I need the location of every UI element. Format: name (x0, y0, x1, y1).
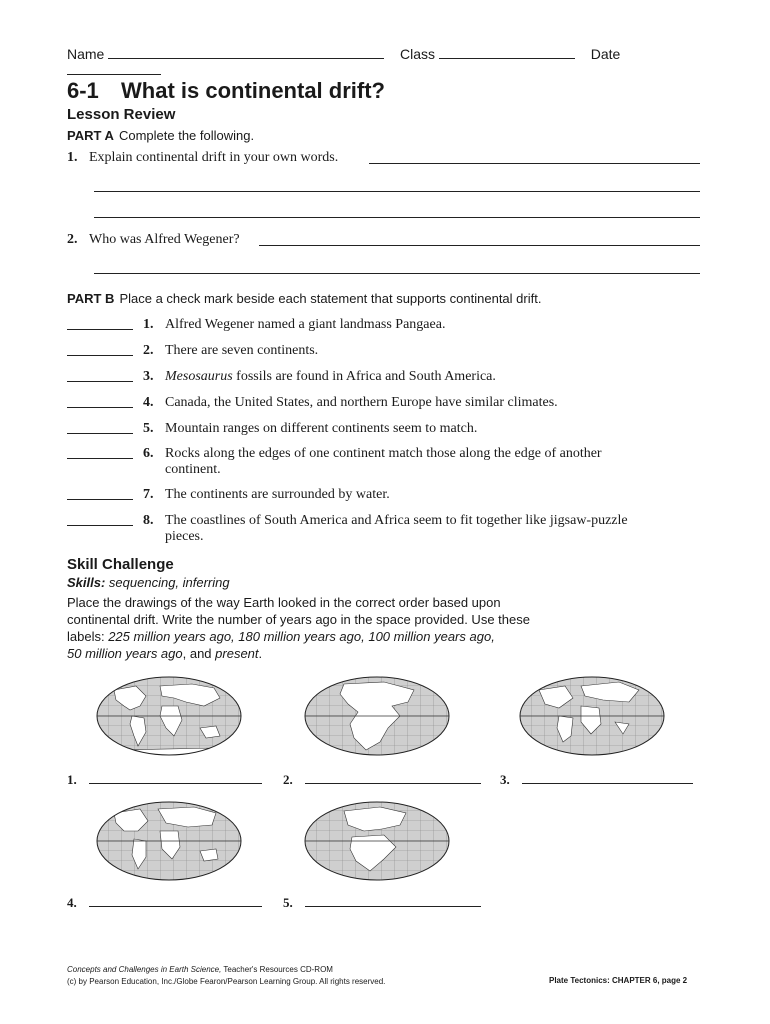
answer-line-1a[interactable] (369, 163, 700, 164)
check-blank[interactable] (67, 407, 133, 408)
map-3 (519, 676, 665, 756)
student-info-header (67, 46, 703, 78)
item-number: 8. (143, 513, 154, 528)
check-blank[interactable] (67, 525, 133, 526)
name-field[interactable] (108, 46, 384, 59)
question-text: Explain continental drift in your own words. (89, 150, 339, 165)
date-field[interactable] (67, 62, 161, 75)
item-number: 1. (143, 317, 154, 332)
map-number: 4. (67, 895, 77, 910)
class-label: Class (400, 46, 436, 62)
item-number: 7. (143, 487, 154, 502)
label-options-2: 50 million years ago (67, 646, 183, 661)
part-b-label: PART B (67, 291, 115, 306)
map-number: 3. (500, 772, 510, 787)
label-options-3: present (215, 646, 259, 661)
skills-list: sequencing, inferring (108, 575, 230, 590)
item-number: 6. (143, 446, 154, 461)
skill-instructions (67, 594, 567, 662)
part-b-heading (67, 291, 541, 306)
check-blank[interactable] (67, 329, 133, 330)
section-number: 6-1 (67, 78, 99, 103)
check-blank[interactable] (67, 381, 133, 382)
map-answer-field[interactable] (522, 771, 693, 784)
skills-label: Skills: (67, 575, 106, 590)
check-blank[interactable] (67, 499, 133, 500)
check-blank[interactable] (67, 433, 133, 434)
item-italic-text: Mesosaurus (165, 369, 233, 384)
part-b-instruction: Place a check mark beside each statement that supports continental drift. (119, 291, 542, 306)
answer-line-1c[interactable] (94, 217, 700, 218)
lesson-review-heading: Lesson Review (67, 106, 176, 123)
name-label: Name (67, 46, 105, 62)
answer-line-2b[interactable] (94, 273, 700, 274)
part-a-label: PART A (67, 128, 114, 143)
map-answer-3 (500, 771, 693, 788)
map-1 (96, 676, 242, 756)
section-title: What is continental drift? (121, 78, 385, 103)
check-blank[interactable] (67, 458, 133, 459)
map-number: 1. (67, 772, 77, 787)
item-number: 5. (143, 421, 154, 436)
question-text: Who was Alfred Wegener? (89, 232, 240, 247)
class-field[interactable] (439, 46, 575, 59)
map-number: 5. (283, 895, 293, 910)
map-answer-field[interactable] (305, 894, 481, 907)
map-4 (96, 801, 242, 881)
skill-challenge-heading: Skill Challenge (67, 556, 174, 573)
item-text: The coastlines of South America and Africa seem to fit together like jigsaw-puzzle pieces. (165, 513, 628, 544)
skills-line (67, 575, 230, 590)
map-5 (304, 801, 450, 881)
copyright: (c) by Pearson Education, Inc./Globe Fearon/Pearson Learning Group. All rights reserved. (67, 977, 386, 986)
book-title: Concepts and Challenges in Earth Science, (67, 965, 222, 974)
date-label: Date (590, 46, 621, 62)
map-number: 2. (283, 772, 293, 787)
map-2 (304, 676, 450, 756)
map-answer-field[interactable] (89, 771, 262, 784)
map-answer-5 (283, 894, 481, 911)
question-2 (67, 232, 240, 248)
item-text: Canada, the United States, and northern Europe have similar climates. (165, 395, 558, 410)
and-text: , and (182, 646, 216, 661)
book-subtitle: Teacher's Resources CD-ROM (221, 965, 333, 974)
map-answer-1 (67, 771, 262, 788)
question-1 (67, 150, 338, 166)
map-answer-2 (283, 771, 481, 788)
instruction-text: Place the drawings of the way Earth looked in the correct order based upon continental drift. Write the number of years ago in the space provided. Use these labels: (67, 595, 530, 644)
item-text: The continents are surrounded by water. (165, 487, 390, 502)
footer-credits (67, 964, 385, 988)
item-text: There are seven continents. (165, 343, 319, 358)
item-text-rest: fossils are found in Africa and South America. (232, 369, 496, 384)
map-answer-4 (67, 894, 262, 911)
part-a-instruction: Complete the following. (118, 128, 255, 143)
map-answer-field[interactable] (89, 894, 262, 907)
page-title (67, 78, 385, 104)
answer-line-2a[interactable] (259, 245, 700, 246)
item-number: 3. (143, 369, 154, 384)
item-text: Mountain ranges on different continents seem to match. (165, 421, 478, 436)
part-a-heading (67, 128, 254, 143)
question-number: 2. (67, 232, 78, 247)
item-number: 4. (143, 395, 154, 410)
map-answer-field[interactable] (305, 771, 481, 784)
item-number: 2. (143, 343, 154, 358)
check-blank[interactable] (67, 355, 133, 356)
answer-line-1b[interactable] (94, 191, 700, 192)
question-number: 1. (67, 150, 78, 165)
item-text: Rocks along the edges of one continent match those along the edge of another continent. (165, 446, 602, 477)
label-options-1: 225 million years ago, 180 million years ago, 100 million years ago, (108, 629, 495, 644)
item-text: Alfred Wegener named a giant landmass Pangaea. (165, 317, 446, 332)
page-reference: Plate Tectonics: CHAPTER 6, page 2 (549, 976, 688, 985)
item-text (165, 369, 645, 385)
end-period: . (258, 646, 263, 661)
